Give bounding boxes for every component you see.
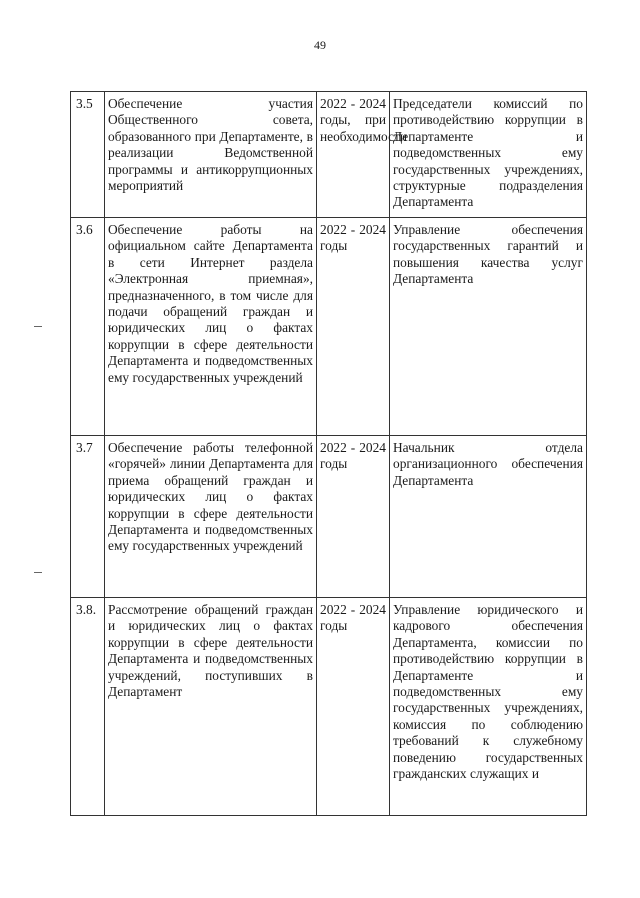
action-cell: Обеспечение работы телефонной «горячей» линии Департамента для приема обращений граждан и юридических лиц о фактах коррупции в сфере деятельности Департамента и подведомственных ему государственных учреждений (105, 436, 317, 598)
table-row (71, 436, 587, 598)
margin-mark (34, 326, 42, 327)
term-cell: 2022 - 2024 годы (317, 598, 390, 816)
term-cell: 2022 - 2024 годы (317, 436, 390, 598)
row-number: 3.7 (71, 436, 105, 598)
action-cell: Обеспечение работы на официальном сайте Департамента в сети Интернет раздела «Электронная приемная», предназначенного, в том числе для подачи обращений граждан и юридических лиц о фактах коррупции в сфере деятельности Департамента и подведомственных ему государственных учреждений (105, 218, 317, 436)
responsible-cell: Начальник отдела организационного обеспечения Департамента (390, 436, 587, 598)
term-cell: 2022 - 2024 годы (317, 218, 390, 436)
row-number: 3.8. (71, 598, 105, 816)
responsible-cell: Председатели комиссий по противодействию коррупции в Департаменте и подведомственных ему государственных учреждениях, структурные подразделения Департамента (390, 92, 587, 218)
page-number: 49 (314, 38, 326, 52)
responsible-cell: Управление обеспечения государственных гарантий и повышения качества услуг Департамента (390, 218, 587, 436)
table-row (71, 92, 587, 218)
term-cell: 2022 - 2024 годы, при необходимости (317, 92, 390, 218)
margin-mark (34, 572, 42, 573)
measures-table (70, 91, 587, 816)
row-number: 3.5 (71, 92, 105, 218)
responsible-cell: Управление юридического и кадрового обеспечения Департамента, комиссии по противодействию коррупции в Департаменте и подведомственных ему государственных учреждениях, комиссия по соблюдению требований к служебному поведению государственных гражданских служащих и (390, 598, 587, 816)
action-cell: Обеспечение участия Общественного совета, образованного при Департаменте, в реализации Ведомственной программы и антикоррупционных мероприятий (105, 92, 317, 218)
row-number: 3.6 (71, 218, 105, 436)
table-row (71, 598, 587, 816)
table-row (71, 218, 587, 436)
action-cell: Рассмотрение обращений граждан и юридических лиц о фактах коррупции в сфере деятельности Департамента и подведомственных учреждений, поступивших в Департамент (105, 598, 317, 816)
